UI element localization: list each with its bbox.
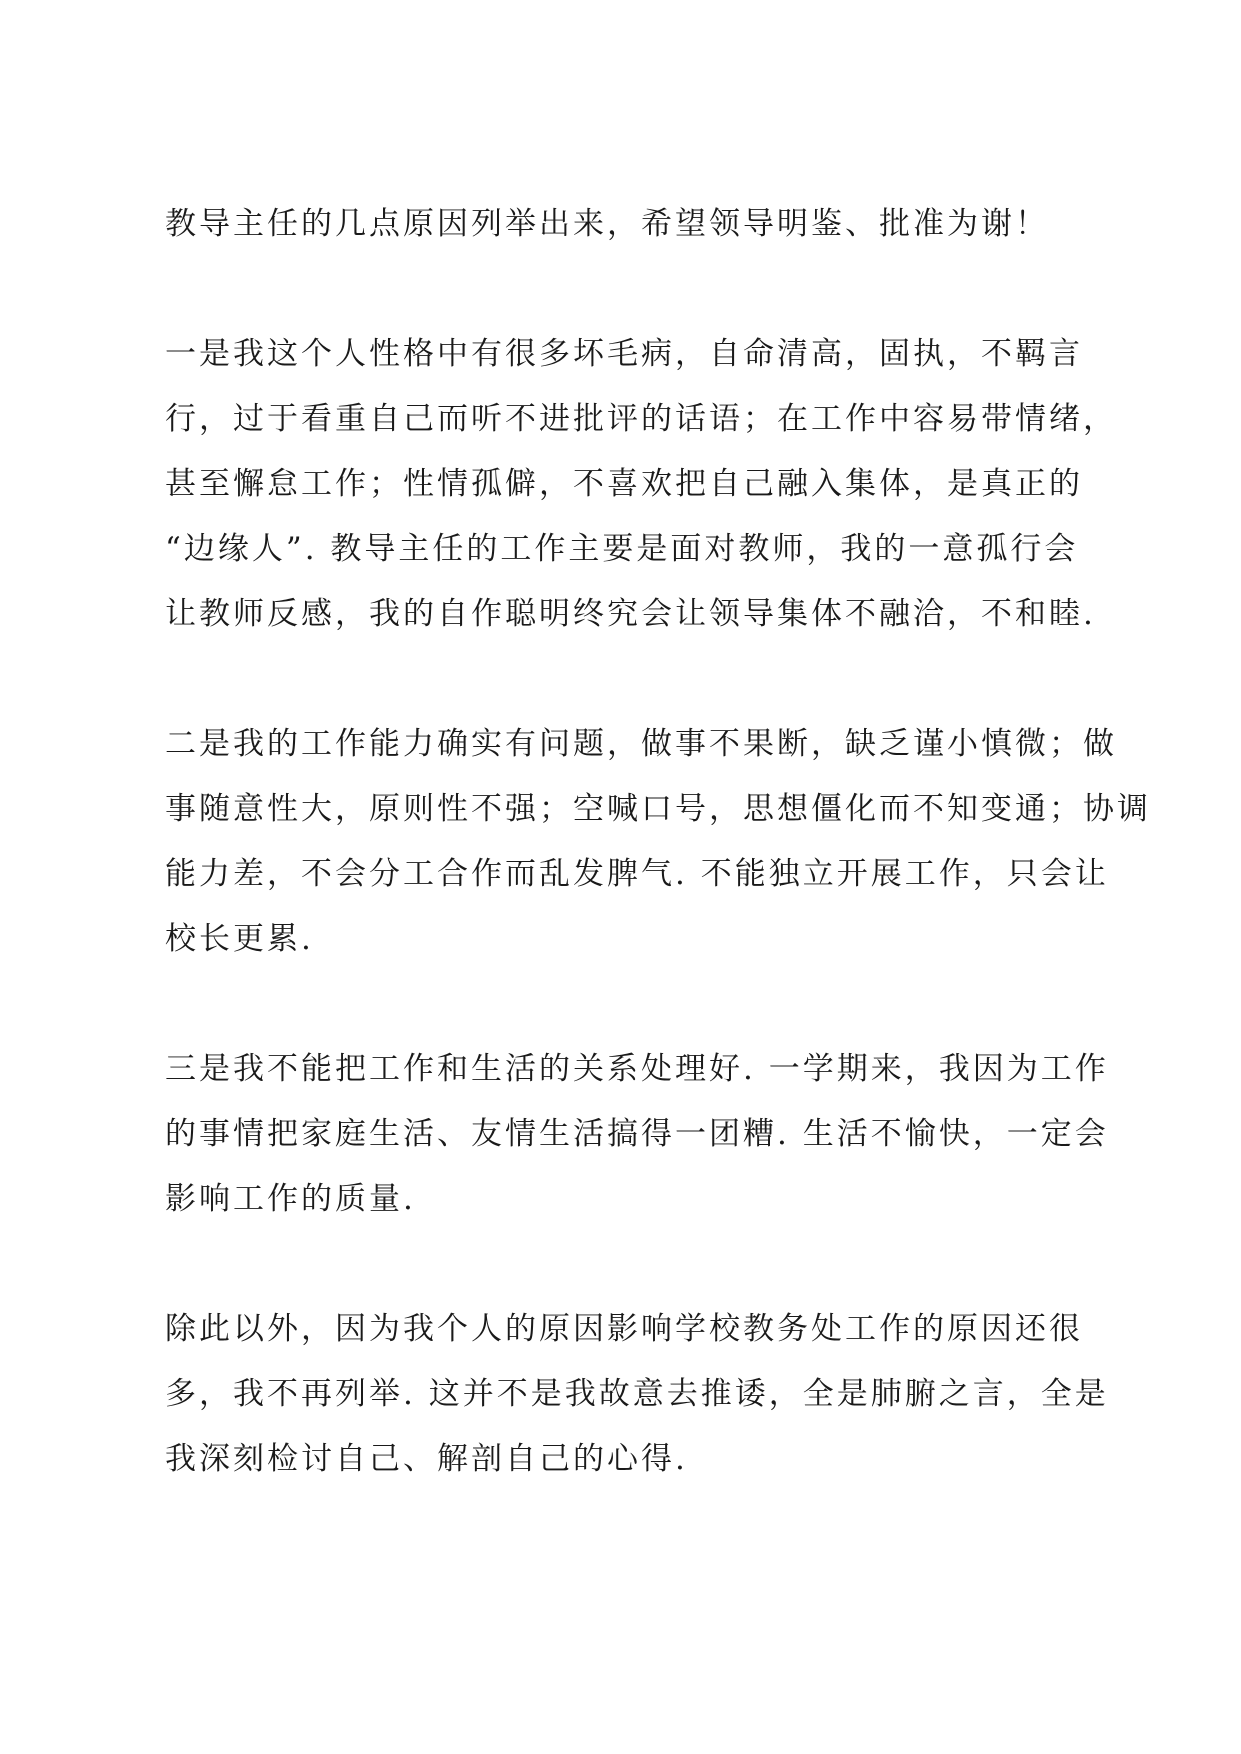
text-line: 教导主任的几点原因列举出来，希望领导明鉴、批准为谢！	[165, 206, 1049, 242]
text-line: 让教师反感，我的自作聪明终究会让领导集体不融洽，不和睦.	[165, 596, 1096, 632]
text-line: 甚至懈怠工作；性情孤僻，不喜欢把自己融入集体，是真正的	[165, 466, 1083, 502]
text-line: 能力差，不会分工合作而乱发脾气. 不能独立开展工作，只会让	[165, 856, 1109, 892]
text-line: 我深刻检讨自己、解剖自己的心得.	[165, 1441, 688, 1477]
paragraph-intro	[165, 192, 1095, 257]
text-line: 三是我不能把工作和生活的关系处理好. 一学期来，我因为工作	[165, 1051, 1109, 1087]
text-line: 二是我的工作能力确实有问题，做事不果断，缺乏谨小慎微；做	[165, 726, 1117, 762]
paragraph-conclusion	[165, 1297, 1109, 1492]
text-line: 事随意性大，原则性不强；空喊口号，思想僵化而不知变通；协调	[165, 791, 1151, 827]
paragraph-reason-three	[165, 1037, 1109, 1232]
text-line: “边缘人”. 教导主任的工作主要是面对教师，我的一意孤行会	[165, 531, 1079, 567]
text-line: 影响工作的质量.	[165, 1181, 416, 1217]
text-line: 校长更累.	[165, 921, 314, 957]
text-line: 行，过于看重自己而听不进批评的话语；在工作中容易带情绪，	[165, 401, 1117, 437]
text-line: 的事情把家庭生活、友情生活搞得一团糟. 生活不愉快，一定会	[165, 1116, 1109, 1152]
text-line: 除此以外，因为我个人的原因影响学校教务处工作的原因还很	[165, 1311, 1083, 1347]
paragraph-reason-one	[165, 322, 1117, 647]
paragraph-reason-two	[165, 712, 1151, 972]
document-body	[165, 192, 1151, 1557]
text-line: 一是我这个人性格中有很多坏毛病，自命清高，固执，不羁言	[165, 336, 1083, 372]
text-line: 多，我不再列举. 这并不是我故意去推诿，全是肺腑之言，全是	[165, 1376, 1109, 1412]
